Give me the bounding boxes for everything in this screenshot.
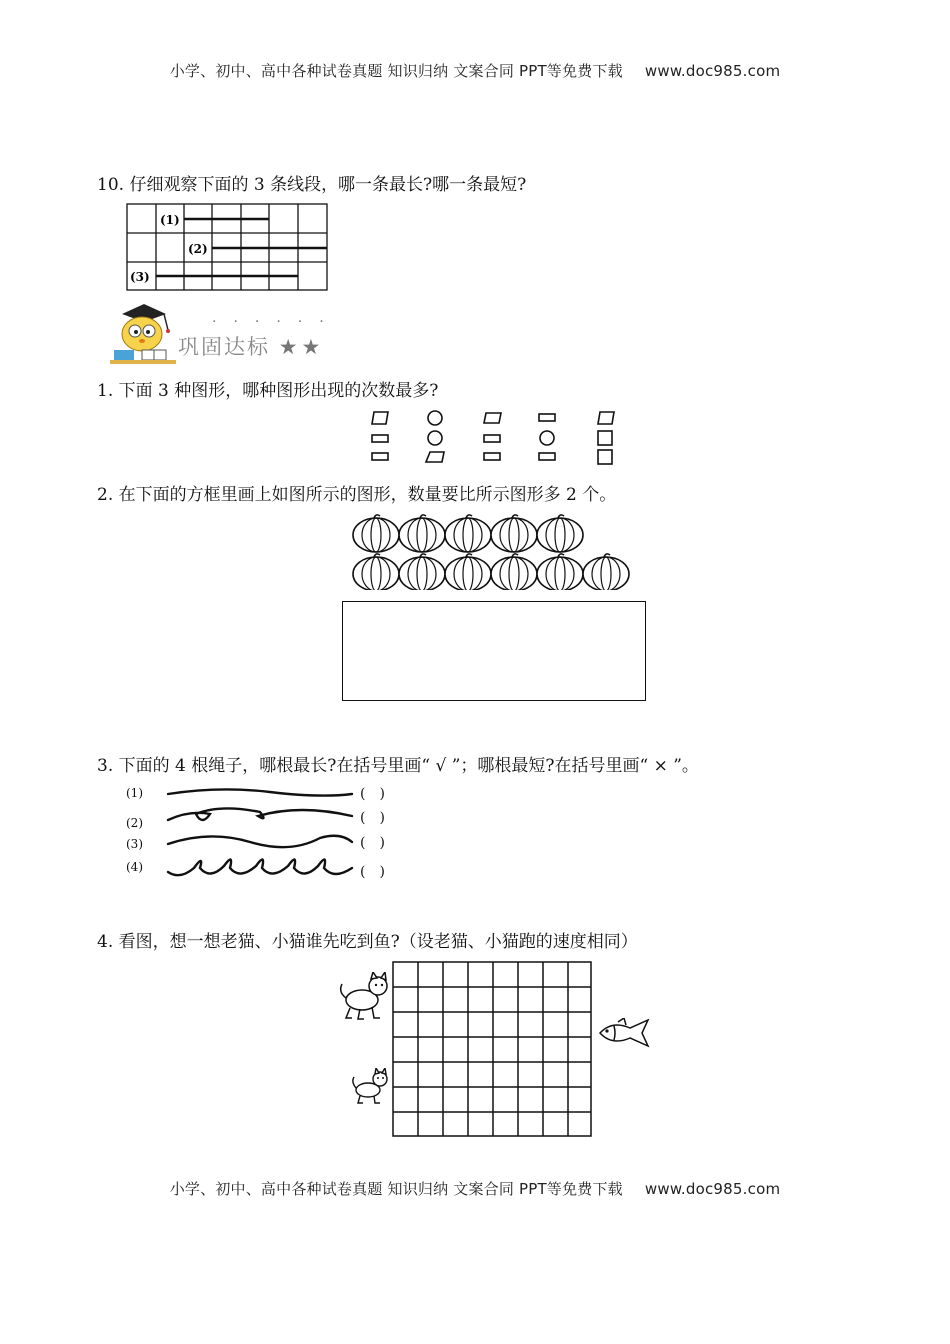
rope-label-2: (2) bbox=[126, 816, 143, 830]
square-shape bbox=[598, 450, 612, 464]
header-url[interactable]: www.doc985.com bbox=[644, 62, 781, 80]
pumpkin-row-2 bbox=[353, 554, 629, 590]
pumpkin-icon bbox=[445, 554, 491, 590]
rope-2 bbox=[168, 808, 352, 820]
pumpkin-icon bbox=[537, 515, 583, 552]
pumpkin-row-1 bbox=[353, 515, 583, 552]
parallelogram-shape bbox=[426, 452, 444, 462]
pumpkin-icon bbox=[353, 554, 399, 590]
star-icon: ★★ bbox=[278, 335, 325, 359]
rectangle-shape bbox=[539, 453, 555, 460]
question-4: 4. 看图，想一想老猫、小猫谁先吃到鱼?（设老猫、小猫跑的速度相同） bbox=[97, 932, 638, 952]
square-shape bbox=[598, 431, 612, 445]
question-2: 2. 在下面的方框里画上如图所示的图形，数量要比所示图形多 2 个。 bbox=[97, 485, 617, 505]
footer-text: 小学、初中、高中各种试卷真题 知识归纳 文案合同 PPT等免费下载 bbox=[169, 1180, 623, 1198]
rope-4 bbox=[168, 859, 352, 875]
rectangle-shape bbox=[484, 435, 500, 442]
mascot-icon bbox=[110, 300, 180, 366]
pumpkin-icon bbox=[445, 515, 491, 552]
rope-answer-paren-4: ( ) bbox=[360, 864, 385, 880]
pumpkin-icon bbox=[399, 515, 445, 552]
rope-answer-paren-2: ( ) bbox=[360, 810, 385, 826]
pumpkin-icon bbox=[537, 554, 583, 590]
question-1: 1. 下面 3 种图形，哪种图形出现的次数最多? bbox=[97, 381, 439, 401]
pumpkin-group bbox=[350, 510, 645, 590]
old-cat-icon bbox=[336, 972, 392, 1022]
rope-label-4: (4) bbox=[126, 860, 143, 874]
fish-icon bbox=[598, 1018, 652, 1048]
circle-shape bbox=[428, 411, 442, 425]
header-text: 小学、初中、高中各种试卷真题 知识归纳 文案合同 PPT等免费下载 bbox=[169, 62, 623, 80]
rectangle-shape bbox=[484, 453, 500, 460]
path-grid bbox=[392, 961, 594, 1139]
rectangle-shape bbox=[372, 453, 388, 460]
parallelogram-shape bbox=[484, 413, 501, 423]
shape-sequence bbox=[360, 408, 630, 468]
drawing-box[interactable] bbox=[342, 601, 646, 701]
rope-1 bbox=[168, 789, 352, 795]
footer-url[interactable]: www.doc985.com bbox=[644, 1180, 781, 1198]
page-header bbox=[0, 60, 950, 81]
parallelogram-shape bbox=[598, 412, 614, 424]
segment-label-1: (1) bbox=[160, 213, 180, 227]
question-3: 3. 下面的 4 根绳子，哪根最长?在括号里画“ √ ”；哪根最短?在括号里画“ × ”。 bbox=[97, 756, 699, 776]
segment-grid bbox=[126, 203, 330, 293]
pumpkin-icon bbox=[353, 515, 399, 552]
rope-label-1: (1) bbox=[126, 786, 143, 800]
pumpkin-icon bbox=[491, 554, 537, 590]
page-footer bbox=[0, 1178, 950, 1199]
kitten-icon bbox=[350, 1068, 392, 1106]
rope-answer-paren-1: ( ) bbox=[360, 786, 385, 802]
rectangle-shape bbox=[372, 435, 388, 442]
pumpkin-icon bbox=[399, 554, 445, 590]
pumpkin-icon bbox=[491, 515, 537, 552]
segment-label-2: (2) bbox=[188, 242, 208, 256]
section-title: 巩固达标 ★★ bbox=[178, 335, 325, 359]
rectangle-shape bbox=[539, 414, 555, 421]
circle-shape bbox=[428, 431, 442, 445]
rope-label-3: (3) bbox=[126, 837, 143, 851]
segment-label-3: (3) bbox=[130, 270, 150, 284]
circle-shape bbox=[540, 431, 554, 445]
section-dots: ······ bbox=[212, 314, 341, 330]
rope-answer-paren-3: ( ) bbox=[360, 835, 385, 851]
parallelogram-shape bbox=[372, 412, 388, 424]
rope-3 bbox=[168, 836, 352, 847]
pumpkin-icon bbox=[583, 554, 629, 590]
ropes-figure bbox=[120, 782, 410, 882]
question-10: 10. 仔细观察下面的 3 条线段，哪一条最长?哪一条最短? bbox=[97, 175, 527, 195]
